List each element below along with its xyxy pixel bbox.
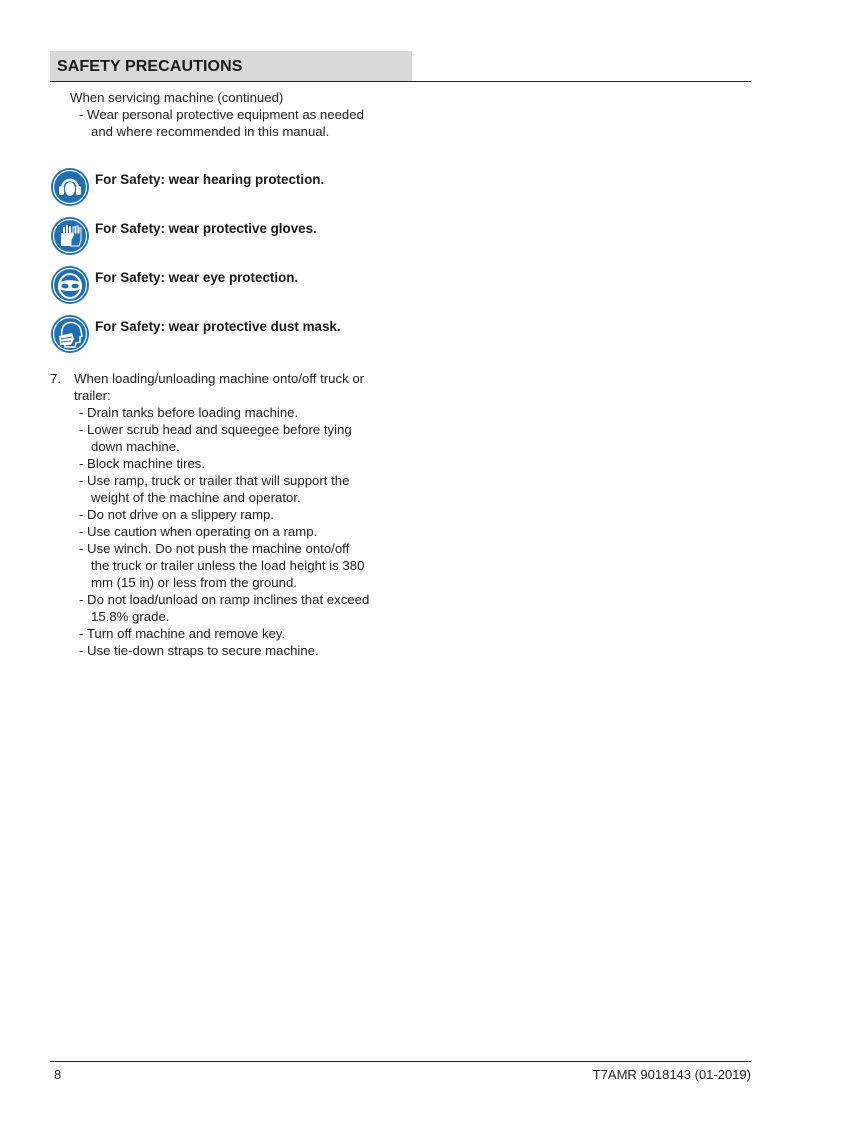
protective-gloves-icon bbox=[50, 216, 90, 256]
hearing-protection-icon bbox=[50, 167, 90, 207]
step-line: - Use ramp, truck or trailer that will support the bbox=[79, 473, 350, 488]
step-line: - Drain tanks before loading machine. bbox=[79, 405, 299, 420]
step-line: - Use tie-down straps to secure machine. bbox=[79, 643, 319, 658]
page-number: 8 bbox=[54, 1067, 62, 1082]
step-line: - Use caution when operating on a ramp. bbox=[79, 524, 318, 539]
step-line: - Block machine tires. bbox=[79, 456, 206, 471]
step-line: weight of the machine and operator. bbox=[91, 490, 301, 505]
safety-item-text: For Safety: wear hearing protection. bbox=[95, 172, 325, 187]
intro-text bbox=[70, 89, 364, 140]
step-line: - Lower scrub head and squeegee before tying bbox=[79, 422, 352, 437]
step-line: down machine. bbox=[91, 439, 180, 454]
dust-mask-icon bbox=[50, 314, 90, 354]
step-line: - Do not drive on a slippery ramp. bbox=[79, 507, 274, 522]
step-line: When loading/unloading machine onto/off truck or bbox=[74, 371, 365, 386]
safety-item-text: For Safety: wear eye protection. bbox=[95, 270, 299, 285]
step-body bbox=[74, 370, 434, 659]
step-line: the truck or trailer unless the load height is 380 bbox=[91, 558, 365, 573]
footer-divider bbox=[50, 1061, 751, 1062]
step-number: 7. bbox=[50, 371, 61, 386]
intro-line: and where recommended in this manual. bbox=[91, 124, 330, 139]
step-line: mm (15 in) or less from the ground. bbox=[91, 575, 297, 590]
step-line: 15.8% grade. bbox=[91, 609, 170, 624]
step-line: - Do not load/unload on ramp inclines that exceed bbox=[79, 592, 370, 607]
safety-item-text: For Safety: wear protective gloves. bbox=[95, 221, 317, 236]
eye-protection-icon bbox=[50, 265, 90, 305]
header-divider bbox=[50, 81, 751, 82]
safety-item-text: For Safety: wear protective dust mask. bbox=[95, 319, 341, 334]
section-title: SAFETY PRECAUTIONS bbox=[57, 58, 243, 75]
intro-line: When servicing machine (continued) bbox=[70, 90, 284, 105]
step-line: - Turn off machine and remove key. bbox=[79, 626, 286, 641]
document-id: T7AMR 9018143 (01-2019) bbox=[592, 1067, 751, 1082]
step-line: - Use winch. Do not push the machine onto/off bbox=[79, 541, 350, 556]
step-line: trailer: bbox=[74, 388, 111, 403]
intro-line: - Wear personal protective equipment as needed bbox=[79, 107, 364, 122]
